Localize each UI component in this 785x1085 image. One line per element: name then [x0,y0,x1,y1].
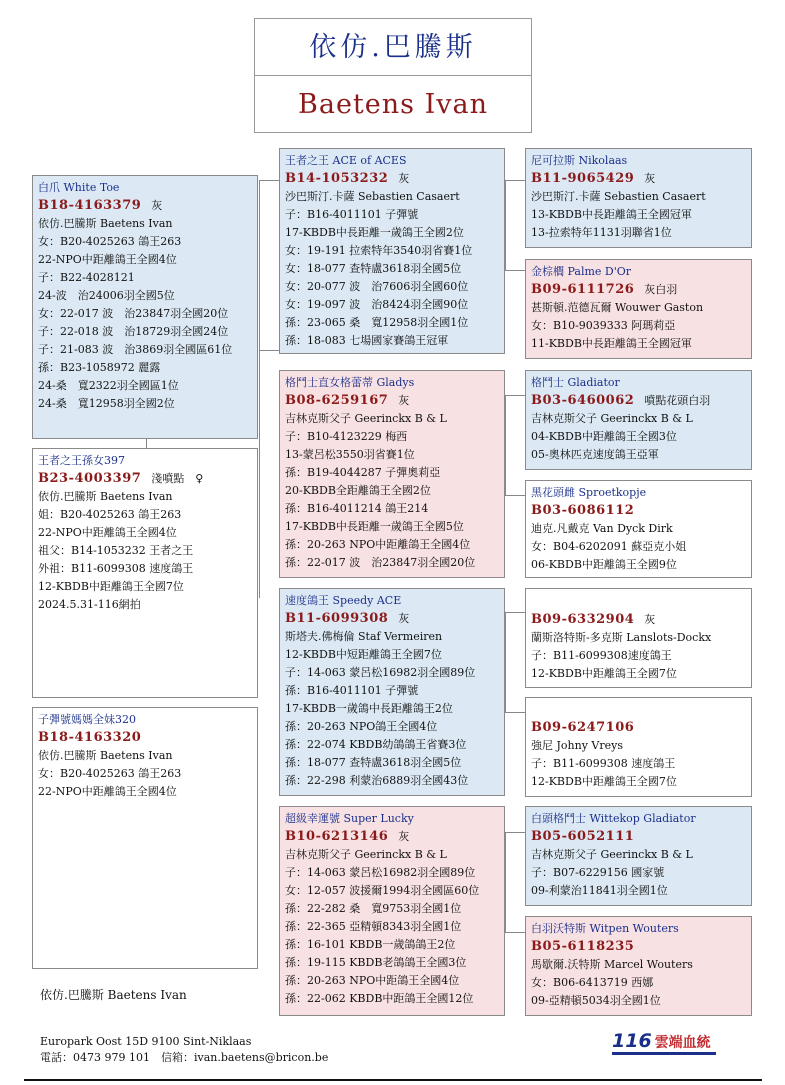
bird-color: 淺噴點 ♀ [151,472,204,485]
info-line: 06-KBDB中距離鴿王全國9位 [531,558,677,571]
bird-color: 灰 [151,199,163,212]
info-line: 吉林克斯父子 Geerinckx B & L [531,848,693,861]
info-line: 12-KBDB中距離鴿王全國7位 [531,667,677,680]
info-line: 沙巴斯汀.卡薩 Sebastien Casaert [285,190,460,203]
subject-box [32,175,258,439]
info-line: 17-KBDB一歲鴿中長距離鴿王2位 [285,702,453,715]
info-line: 馬歇爾.沃特斯 Marcel Wouters [531,958,693,971]
info-line: 22-NPO中距離鴿王全國4位 [38,253,177,266]
info-line: 女：20-077 波 治7606羽全國60位 [285,280,469,293]
info-line: 04-KBDB中距離鴿王全國3位 [531,430,677,443]
info-line: 女：12-057 波援爾1994羽全國區60位 [285,884,480,897]
connector [146,438,147,448]
info-line: 孫：22-365 亞精頓8343羽全國1位 [285,920,462,933]
bird-name: 尼可拉斯 Nikolaas [531,154,628,167]
info-line: 吉林克斯父子 Geerinckx B & L [531,412,693,425]
info-line: 12-KBDB中距離鴿王全國7位 [38,580,184,593]
info-line: 孫：B16-4011101 子彈號 [285,684,419,697]
info-line: 強尼 Johny Vreys [531,739,623,752]
info-line: 孫：16-101 KBDB一歲鴿鴿王2位 [285,938,456,951]
connector [505,180,525,181]
info-line: 24-桑 寬2322羽全國區1位 [38,379,179,392]
info-line: 沙巴斯汀.卡薩 Sebastien Casaert [531,190,706,203]
info-line: 子：B11-6099308速度鴿王 [531,649,672,662]
dam-dam-dam-box [525,480,752,578]
info-line: 24-波 治24006羽全國5位 [38,289,175,302]
info-line: 祖父：B14-1053232 王者之王 [38,544,194,557]
info-line: 女：22-017 波 治23847羽全國20位 [38,307,229,320]
info-line: 2024.5.31-116網拍 [38,598,141,611]
bird-color: 灰 [398,394,410,407]
bird-name: 超級幸運號 Super Lucky [285,812,414,825]
info-line: 孫：22-062 KBDB中距鴿王全國12位 [285,992,474,1005]
ring-number: B05-6052111 [531,829,635,844]
dam-sire-box [279,588,505,796]
info-line: 孫：18-083 七場國家賽鴿王冠軍 [285,334,449,347]
ring-number: B09-6111726 [531,282,635,297]
info-line: 孫：22-074 KBDB幼鴿鴿王省賽3位 [285,738,467,751]
breeder-name: 依仿.巴騰斯 Baetens Ivan [40,988,187,1002]
info-line: 女：18-077 查特盧3618羽全國5位 [285,262,462,275]
info-line: 子：14-063 蒙呂松16982羽全國89位 [285,866,476,879]
info-line: 吉林克斯父子 Geerinckx B & L [285,848,447,861]
info-line: 子：14-063 蒙呂松16982羽全國89位 [285,666,476,679]
bird-color: 灰 [644,172,656,185]
info-line: 迪克.凡戴克 Van Dyck Dirk [531,522,673,535]
bird-name: 金棕櫚 Palme D'Or [531,265,632,278]
info-line: 女：19-097 波 治8424羽全國90位 [285,298,469,311]
bird-name: 白羽沃特斯 Witpen Wouters [531,922,679,935]
info-line: 孫：23-065 桑 寬12958羽全國1位 [285,316,469,329]
ring-number: B14-1053232 [285,171,389,186]
sire-dam-box [525,259,752,359]
connector [505,270,525,271]
info-line: 孫：20-263 NPO鴿王全國4位 [285,720,438,733]
info-line: 子：B11-6099308 速度鴿王 [531,757,676,770]
owner-name-cn: 依仿.巴騰斯 [255,19,531,76]
lucky-dam-box [525,916,752,1016]
connector [505,832,525,833]
info-line: 子：B07-6229156 國家號 [531,866,665,879]
info-line: 17-KBDB中長距離一歲鴿王全國2位 [285,226,464,239]
bird-color: 灰白羽 [644,283,678,296]
info-line: 20-KBDB全距離鴿王全國2位 [285,484,431,497]
connector [505,712,525,713]
bird-name: 速度鴿王 Speedy ACE [285,594,402,607]
owner-name-en: Baetens Ivan [298,89,488,120]
ring-number: B03-6460062 [531,393,635,408]
bird-name: 王者之王 ACE of ACES [285,154,407,167]
dam-box [279,370,505,578]
contact-block [40,1034,328,1066]
ring-number: B23-4003397 [38,471,142,486]
title-box [254,18,532,133]
info-line: 子：B22-4028121 [38,271,135,284]
info-line: 12-KBDB中距離鴿王全國7位 [531,775,677,788]
bottom-divider [24,1079,762,1081]
info-line: 子：22-018 波 治18729羽全國24位 [38,325,229,338]
sibling-box [32,707,258,969]
connector [259,180,279,181]
info-line: 13-拉索特年1131羽聯省1位 [531,226,672,239]
sire-box [279,148,505,354]
connector [505,180,526,270]
info-line: 依仿.巴騰斯 Baetens Ivan [38,749,173,762]
info-line: 子：21-083 波 治3869羽全國區61位 [38,343,233,356]
bird-color: 灰 [398,612,410,625]
info-line: 孫：18-077 查特盧3618羽全國5位 [285,756,462,769]
bird-color: 灰 [644,613,656,626]
info-line: 05-奧林匹克速度鴿王亞軍 [531,448,659,461]
info-line: 女：B06-6413719 西娜 [531,976,654,989]
info-line: 孫：22-017 波 治23847羽全國20位 [285,556,476,569]
ring-number: B09-6332904 [531,612,635,627]
ring-number: B08-6259167 [285,393,389,408]
logo [612,1030,722,1056]
ring-number: B09-6247106 [531,720,635,735]
info-line: 孫：B23-1058972 麗露 [38,361,161,374]
info-line: 12-KBDB中短距離鴿王全國7位 [285,648,442,661]
info-line: 22-NPO中距離鴿王全國4位 [38,785,177,798]
address: Europark Oost 15D 9100 Sint-Niklaas [40,1035,252,1048]
ring-number: B05-6118235 [531,939,635,954]
info-line: 女：B04-6202091 蘇亞克小姐 [531,540,687,553]
connector [505,395,525,396]
info-line: 斯塔夫.佛梅倫 Staf Vermeiren [285,630,443,643]
info-line: 22-NPO中距離鴿王全國4位 [38,526,177,539]
info-line: 孫：20-263 NPO中距鴿王全國4位 [285,974,460,987]
info-line: 姐：B20-4025263 鴿王263 [38,508,182,521]
info-line: 24-桑 寬12958羽全國2位 [38,397,175,410]
info-line: 外祖：B11-6099308 速度鴿王 [38,562,194,575]
bird-name: 子彈號媽媽全妹320 [38,713,136,726]
connector [505,395,526,495]
info-line: 17-KBDB中長距離一歲鴿王全國5位 [285,520,464,533]
info-line: 吉林克斯父子 Geerinckx B & L [285,412,447,425]
bird-name: 格鬥士直女格蕾蒂 Gladys [285,376,415,389]
ring-number: B11-6099308 [285,611,389,626]
info-line: 女：B20-4025263 鴿王263 [38,767,182,780]
contact-info: 電話：0473 979 101 信箱：ivan.baetens@bricon.be [40,1051,329,1064]
speedy-dam-box [525,697,752,797]
connector [259,180,280,350]
info-line: 孫：B16-4011214 鴿王214 [285,502,429,515]
info-line: 依仿.巴騰斯 Baetens Ivan [38,490,173,503]
info-line: 子：B16-4011101 子彈號 [285,208,419,221]
info-line: 09-亞精頓5034羽全國1位 [531,994,661,1007]
info-line: 13-KBDB中長距離鴿王全國冠軍 [531,208,692,221]
logo-text: 雲端血統 [654,1035,711,1051]
connector [505,612,526,712]
bird-color: 灰 [398,172,410,185]
info-line: 孫：19-115 KBDB老鴿鴿王全國3位 [285,956,467,969]
bird-name: 王者之王孫女397 [38,454,125,467]
dam-sire-sire-box [525,370,752,470]
speedy-sire-box [525,588,752,688]
bird-name: 格鬥士 Gladiator [531,376,620,389]
dam-dam-box [279,806,505,1016]
logo-number: 116 [612,1030,652,1052]
info-line: 11-KBDB中長距離鴿王全國冠軍 [531,337,692,350]
info-line: 依仿.巴騰斯 Baetens Ivan [38,217,173,230]
connector [505,495,525,496]
bird-name: 白爪 White Toe [38,181,120,194]
ring-number: B03-6086112 [531,503,635,518]
info-line: 孫：B19-4044287 子彈奧莉亞 [285,466,441,479]
info-line: 孫：22-298 利蒙治6889羽全國43位 [285,774,469,787]
lucky-sire-box [525,806,752,906]
info-line: 女：B10-9039333 阿瑪莉亞 [531,319,676,332]
connector [259,350,260,598]
sibling-box [32,448,258,698]
info-line: 甚斯頓.范德瓦爾 Wouwer Gaston [531,301,704,314]
ring-number: B10-6213146 [285,829,389,844]
bird-name: 白頭格鬥士 Wittekop Gladiator [531,812,696,825]
info-line: 蘭斯洛特斯-多克斯 Lanslots-Dockx [531,631,712,644]
logo-underline [612,1052,716,1055]
info-line: 孫：22-282 桑 寬9753羽全國1位 [285,902,462,915]
info-line: 女：B20-4025263 鴿王263 [38,235,182,248]
connector [259,350,279,351]
ring-number: B18-4163320 [38,730,142,745]
bird-name: 黑花頭雌 Sproetkopje [531,486,647,499]
info-line: 13-蒙呂松3550羽省賽1位 [285,448,415,461]
info-line: 子：B10-4123229 梅西 [285,430,408,443]
sire-sire-box [525,148,752,248]
info-line: 09-利蒙治11841羽全國1位 [531,884,668,897]
bird-color: 噴點花頭白羽 [644,394,711,407]
ring-number: B11-9065429 [531,171,635,186]
bird-color: 灰 [398,830,410,843]
connector [505,932,525,933]
connector [505,832,526,932]
info-line: 女：19-191 拉索特年3540羽省賽1位 [285,244,473,257]
info-line: 孫：20-263 NPO中距離鴿王全國4位 [285,538,471,551]
connector [505,612,525,613]
ring-number: B18-4163379 [38,198,142,213]
